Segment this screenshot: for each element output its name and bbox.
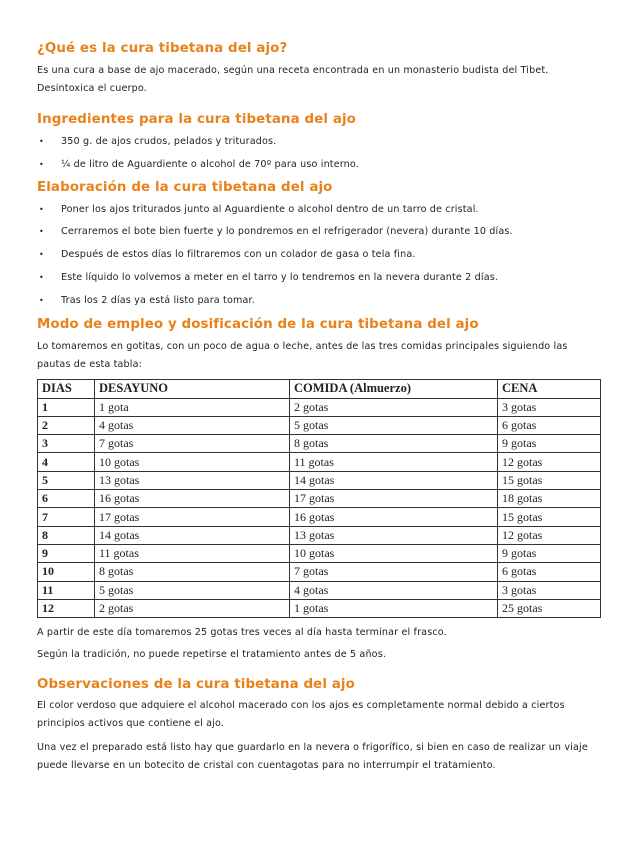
usage-title: Modo de empleo y dosificación de la cura tibetana del ajo [37, 316, 479, 332]
cell-breakfast: 17 gotas [95, 508, 290, 526]
bullet-icon: • [39, 272, 44, 282]
table-row [38, 453, 601, 471]
table-row [38, 490, 601, 508]
usage-after-1: A partir de este día tomaremos 25 gotas tres veces al día hasta terminar el frasco. [37, 627, 447, 639]
cell-day: 5 [38, 471, 95, 489]
ingredients-list [37, 133, 601, 179]
ingredients-title: Ingredientes para la cura tibetana del ajo [37, 112, 356, 127]
cell-dinner: 6 gotas [498, 563, 601, 581]
cell-breakfast: 7 gotas [95, 435, 290, 453]
list-item [37, 156, 601, 179]
cell-day: 2 [38, 416, 95, 434]
cell-lunch: 17 gotas [290, 490, 498, 508]
cell-dinner: 18 gotas [498, 490, 601, 508]
cell-dinner: 12 gotas [498, 526, 601, 544]
intro-title: ¿Qué es la cura tibetana del ajo? [37, 41, 288, 56]
cell-breakfast: 11 gotas [95, 544, 290, 562]
cell-breakfast: 1 gota [95, 398, 290, 416]
cell-breakfast: 2 gotas [95, 599, 290, 617]
cell-day: 7 [38, 508, 95, 526]
cell-lunch: 5 gotas [290, 416, 498, 434]
cell-dinner: 9 gotas [498, 435, 601, 453]
list-item [37, 201, 601, 224]
table-row [38, 581, 601, 599]
list-item [37, 223, 601, 246]
cell-breakfast: 5 gotas [95, 581, 290, 599]
intro-text: Es una cura a base de ajo macerado, según una receta encontrada en un monasterio budista del Tibet. Desintoxica el cuerpo. [37, 65, 549, 94]
ingredient-text: ¼ de litro de Aguardiente o alcohol de 70º para uso interno. [61, 158, 359, 170]
list-item [37, 292, 601, 315]
table-row [38, 398, 601, 416]
bullet-icon: • [39, 227, 44, 237]
table-row [38, 416, 601, 434]
cell-dinner: 12 gotas [498, 453, 601, 471]
step-text: Este líquido lo volvemos a meter en el tarro y lo tendremos en la nevera durante 2 días. [61, 271, 499, 283]
cell-day: 10 [38, 563, 95, 581]
cell-dinner: 25 gotas [498, 599, 601, 617]
cell-breakfast: 10 gotas [95, 453, 290, 471]
list-item [37, 133, 601, 156]
bullet-icon: • [39, 159, 44, 169]
bullet-icon: • [39, 137, 44, 146]
list-item [37, 246, 601, 269]
table-row [38, 435, 601, 453]
step-text: Cerraremos el bote bien fuerte y lo pondremos en el refrigerador (nevera) durante 10 días. [61, 226, 513, 238]
preparation-list [37, 201, 601, 315]
cell-lunch: 1 gotas [290, 599, 498, 617]
cell-day: 11 [38, 581, 95, 599]
table-row [38, 563, 601, 581]
table-row [38, 544, 601, 562]
observations-p2: Una vez el preparado está listo hay que guardarlo en la nevera o frigorífico, si bien en caso de realizar un viaje puede llevarse en un botecito de cristal con cuentagotas para no interrumpir el tratamiento. [37, 742, 588, 772]
step-text: Tras los 2 días ya está listo para tomar. [61, 294, 255, 306]
document-page [0, 40, 638, 775]
header-breakfast: DESAYUNO [95, 379, 290, 398]
table-row [38, 526, 601, 544]
preparation-title: Elaboración de la cura tibetana del ajo [37, 179, 333, 195]
table-header-row [38, 379, 601, 398]
cell-breakfast: 13 gotas [95, 471, 290, 489]
step-text: Poner los ajos triturados junto al Aguardiente o alcohol dentro de un tarro de cristal. [61, 203, 479, 215]
cell-day: 8 [38, 526, 95, 544]
cell-dinner: 15 gotas [498, 508, 601, 526]
cell-breakfast: 4 gotas [95, 416, 290, 434]
cell-breakfast: 14 gotas [95, 526, 290, 544]
ingredient-text: 350 g. de ajos crudos, pelados y triturados. [61, 136, 277, 147]
cell-day: 3 [38, 435, 95, 453]
table-row [38, 599, 601, 617]
header-dinner: CENA [498, 379, 601, 398]
cell-dinner: 3 gotas [498, 398, 601, 416]
cell-lunch: 7 gotas [290, 563, 498, 581]
cell-dinner: 9 gotas [498, 544, 601, 562]
cell-day: 1 [38, 398, 95, 416]
cell-dinner: 3 gotas [498, 581, 601, 599]
table-row [38, 508, 601, 526]
list-item [37, 269, 601, 292]
cell-lunch: 10 gotas [290, 544, 498, 562]
cell-day: 12 [38, 599, 95, 617]
cell-lunch: 14 gotas [290, 471, 498, 489]
bullet-icon: • [39, 250, 44, 260]
cell-day: 6 [38, 490, 95, 508]
cell-lunch: 8 gotas [290, 435, 498, 453]
cell-breakfast: 8 gotas [95, 563, 290, 581]
bullet-icon: • [39, 295, 44, 305]
cell-dinner: 6 gotas [498, 416, 601, 434]
cell-dinner: 15 gotas [498, 471, 601, 489]
table-body [38, 398, 601, 618]
cell-day: 4 [38, 453, 95, 471]
header-lunch: COMIDA (Almuerzo) [290, 379, 498, 398]
cell-day: 9 [38, 544, 95, 562]
observations-p1: El color verdoso que adquiere el alcohol macerado con los ajos es completamente normal debido a ciertos principios activos que contiene el ajo. [37, 700, 565, 730]
step-text: Después de estos días lo filtraremos con un colador de gasa o tela fina. [61, 249, 416, 261]
cell-lunch: 13 gotas [290, 526, 498, 544]
cell-lunch: 2 gotas [290, 398, 498, 416]
cell-lunch: 11 gotas [290, 453, 498, 471]
dosage-table [37, 379, 601, 619]
cell-lunch: 4 gotas [290, 581, 498, 599]
cell-lunch: 16 gotas [290, 508, 498, 526]
usage-after-2: Según la tradición, no puede repetirse el tratamiento antes de 5 años. [37, 649, 387, 661]
bullet-icon: • [39, 204, 44, 214]
table-row [38, 471, 601, 489]
header-days: DIAS [38, 379, 95, 398]
usage-text: Lo tomaremos en gotitas, con un poco de agua o leche, antes de las tres comidas principales siguiendo las pautas de esta tabla: [37, 340, 568, 370]
cell-breakfast: 16 gotas [95, 490, 290, 508]
observations-title: Observaciones de la cura tibetana del ajo [37, 677, 355, 693]
